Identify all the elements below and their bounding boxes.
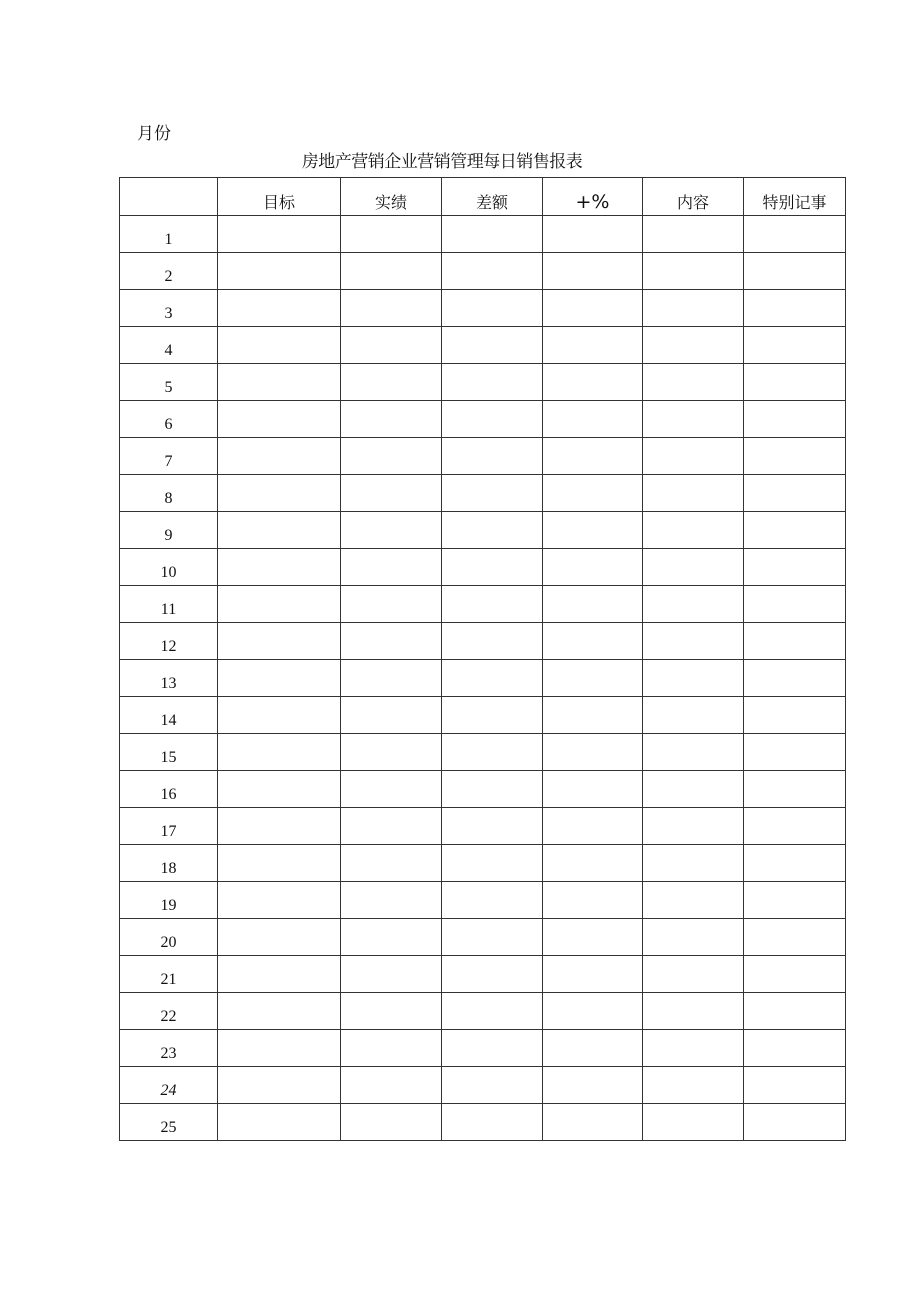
- target-cell[interactable]: [218, 549, 341, 586]
- difference-cell[interactable]: [442, 993, 543, 1030]
- notes-cell[interactable]: [744, 660, 846, 697]
- notes-cell[interactable]: [744, 438, 846, 475]
- actual-cell[interactable]: [341, 993, 442, 1030]
- content-cell[interactable]: [643, 364, 744, 401]
- content-cell[interactable]: [643, 216, 744, 253]
- table-row: [120, 586, 846, 623]
- day-number: 24: [120, 1067, 218, 1104]
- actual-cell[interactable]: [341, 882, 442, 919]
- notes-cell[interactable]: [744, 734, 846, 771]
- table-row: [120, 327, 846, 364]
- percent-cell[interactable]: [543, 327, 643, 364]
- notes-cell[interactable]: [744, 882, 846, 919]
- day-number: 5: [120, 364, 218, 401]
- difference-cell[interactable]: [442, 1104, 543, 1141]
- content-cell[interactable]: [643, 845, 744, 882]
- actual-cell[interactable]: [341, 697, 442, 734]
- percent-cell[interactable]: [543, 364, 643, 401]
- actual-cell[interactable]: [341, 290, 442, 327]
- percent-cell[interactable]: [543, 586, 643, 623]
- notes-cell[interactable]: [744, 253, 846, 290]
- column-header-notes: 特别记事: [744, 178, 846, 216]
- content-cell[interactable]: [643, 660, 744, 697]
- target-cell[interactable]: [218, 475, 341, 512]
- day-number: 2: [120, 253, 218, 290]
- table-row: [120, 1104, 846, 1141]
- difference-cell[interactable]: [442, 1030, 543, 1067]
- actual-cell[interactable]: [341, 734, 442, 771]
- table-row: [120, 956, 846, 993]
- content-cell[interactable]: [643, 253, 744, 290]
- day-number: 17: [120, 808, 218, 845]
- target-cell[interactable]: [218, 623, 341, 660]
- target-cell[interactable]: [218, 734, 341, 771]
- day-number: 10: [120, 549, 218, 586]
- actual-cell[interactable]: [341, 475, 442, 512]
- actual-cell[interactable]: [341, 512, 442, 549]
- target-cell[interactable]: [218, 512, 341, 549]
- day-number: 8: [120, 475, 218, 512]
- day-number: 7: [120, 438, 218, 475]
- table-row: [120, 549, 846, 586]
- difference-cell[interactable]: [442, 586, 543, 623]
- notes-cell[interactable]: [744, 512, 846, 549]
- actual-cell[interactable]: [341, 549, 442, 586]
- table-row: [120, 660, 846, 697]
- table-row: [120, 697, 846, 734]
- notes-cell[interactable]: [744, 771, 846, 808]
- column-header-day: [120, 178, 218, 216]
- target-cell[interactable]: [218, 401, 341, 438]
- percent-cell[interactable]: [543, 290, 643, 327]
- content-cell[interactable]: [643, 512, 744, 549]
- difference-cell[interactable]: [442, 734, 543, 771]
- day-number: 19: [120, 882, 218, 919]
- percent-cell[interactable]: [543, 549, 643, 586]
- target-cell[interactable]: [218, 956, 341, 993]
- difference-cell[interactable]: [442, 401, 543, 438]
- notes-cell[interactable]: [744, 845, 846, 882]
- difference-cell[interactable]: [442, 438, 543, 475]
- content-cell[interactable]: [643, 697, 744, 734]
- notes-cell[interactable]: [744, 475, 846, 512]
- difference-cell[interactable]: [442, 623, 543, 660]
- actual-cell[interactable]: [341, 660, 442, 697]
- content-cell[interactable]: [643, 290, 744, 327]
- target-cell[interactable]: [218, 660, 341, 697]
- target-cell[interactable]: [218, 290, 341, 327]
- target-cell[interactable]: [218, 845, 341, 882]
- table-row: [120, 401, 846, 438]
- actual-cell[interactable]: [341, 845, 442, 882]
- percent-cell[interactable]: [543, 438, 643, 475]
- percent-cell[interactable]: [543, 845, 643, 882]
- table-row: [120, 438, 846, 475]
- day-number: 9: [120, 512, 218, 549]
- percent-cell[interactable]: [543, 734, 643, 771]
- content-cell[interactable]: [643, 734, 744, 771]
- header-row: [120, 178, 846, 216]
- content-cell[interactable]: [643, 475, 744, 512]
- content-cell[interactable]: [643, 401, 744, 438]
- daily-sales-table: [119, 177, 846, 1141]
- table-row: [120, 364, 846, 401]
- notes-cell[interactable]: [744, 1067, 846, 1104]
- day-number: 23: [120, 1030, 218, 1067]
- percent-cell[interactable]: [543, 1104, 643, 1141]
- target-cell[interactable]: [218, 697, 341, 734]
- notes-cell[interactable]: [744, 1104, 846, 1141]
- day-number: 11: [120, 586, 218, 623]
- day-number: 22: [120, 993, 218, 1030]
- target-cell[interactable]: [218, 253, 341, 290]
- notes-cell[interactable]: [744, 919, 846, 956]
- table-row: [120, 475, 846, 512]
- difference-cell[interactable]: [442, 327, 543, 364]
- column-header-percent: +%: [543, 178, 643, 216]
- percent-cell[interactable]: [543, 697, 643, 734]
- target-cell[interactable]: [218, 1104, 341, 1141]
- notes-cell[interactable]: [744, 216, 846, 253]
- actual-cell[interactable]: [341, 216, 442, 253]
- content-cell[interactable]: [643, 623, 744, 660]
- column-header-content: 内容: [643, 178, 744, 216]
- target-cell[interactable]: [218, 919, 341, 956]
- percent-cell[interactable]: [543, 512, 643, 549]
- difference-cell[interactable]: [442, 290, 543, 327]
- percent-cell[interactable]: [543, 882, 643, 919]
- day-number: 3: [120, 290, 218, 327]
- difference-cell[interactable]: [442, 919, 543, 956]
- notes-cell[interactable]: [744, 623, 846, 660]
- difference-cell[interactable]: [442, 549, 543, 586]
- target-cell[interactable]: [218, 438, 341, 475]
- content-cell[interactable]: [643, 882, 744, 919]
- notes-cell[interactable]: [744, 549, 846, 586]
- content-cell[interactable]: [643, 993, 744, 1030]
- day-number: 21: [120, 956, 218, 993]
- day-number: 15: [120, 734, 218, 771]
- actual-cell[interactable]: [341, 1067, 442, 1104]
- difference-cell[interactable]: [442, 808, 543, 845]
- day-number: 18: [120, 845, 218, 882]
- target-cell[interactable]: [218, 1067, 341, 1104]
- percent-cell[interactable]: [543, 956, 643, 993]
- day-number: 12: [120, 623, 218, 660]
- table-row: [120, 734, 846, 771]
- table-row: [120, 808, 846, 845]
- notes-cell[interactable]: [744, 586, 846, 623]
- table-row: [120, 1030, 846, 1067]
- percent-cell[interactable]: [543, 216, 643, 253]
- actual-cell[interactable]: [341, 401, 442, 438]
- report-title: [0, 151, 920, 173]
- table-row: [120, 216, 846, 253]
- table-row: [120, 1067, 846, 1104]
- target-cell[interactable]: [218, 882, 341, 919]
- actual-cell[interactable]: [341, 919, 442, 956]
- difference-cell[interactable]: [442, 253, 543, 290]
- notes-cell[interactable]: [744, 401, 846, 438]
- notes-cell[interactable]: [744, 697, 846, 734]
- table-row: [120, 623, 846, 660]
- content-cell[interactable]: [643, 1067, 744, 1104]
- notes-cell[interactable]: [744, 364, 846, 401]
- difference-cell[interactable]: [442, 216, 543, 253]
- table-row: [120, 512, 846, 549]
- notes-cell[interactable]: [744, 808, 846, 845]
- content-cell[interactable]: [643, 771, 744, 808]
- content-cell[interactable]: [643, 1104, 744, 1141]
- difference-cell[interactable]: [442, 512, 543, 549]
- percent-cell[interactable]: [543, 623, 643, 660]
- content-cell[interactable]: [643, 438, 744, 475]
- day-number: 13: [120, 660, 218, 697]
- notes-cell[interactable]: [744, 1030, 846, 1067]
- content-cell[interactable]: [643, 919, 744, 956]
- table-row: [120, 771, 846, 808]
- actual-cell[interactable]: [341, 808, 442, 845]
- target-cell[interactable]: [218, 364, 341, 401]
- difference-cell[interactable]: [442, 771, 543, 808]
- table-row: [120, 253, 846, 290]
- day-number: 1: [120, 216, 218, 253]
- content-cell[interactable]: [643, 586, 744, 623]
- table-row: [120, 993, 846, 1030]
- report-title-text: 房地产营销企业营销管理每日销售报表: [301, 152, 583, 172]
- table-row: [120, 290, 846, 327]
- percent-cell[interactable]: [543, 993, 643, 1030]
- target-cell[interactable]: [218, 327, 341, 364]
- difference-cell[interactable]: [442, 882, 543, 919]
- percent-cell[interactable]: [543, 808, 643, 845]
- actual-cell[interactable]: [341, 1030, 442, 1067]
- target-cell[interactable]: [218, 586, 341, 623]
- table-body: [120, 216, 846, 1141]
- actual-cell[interactable]: [341, 956, 442, 993]
- content-cell[interactable]: [643, 327, 744, 364]
- month-label: 月份: [137, 124, 171, 144]
- table-row: [120, 919, 846, 956]
- percent-cell[interactable]: [543, 660, 643, 697]
- table-row: [120, 882, 846, 919]
- target-cell[interactable]: [218, 1030, 341, 1067]
- content-cell[interactable]: [643, 1030, 744, 1067]
- percent-cell[interactable]: [543, 475, 643, 512]
- difference-cell[interactable]: [442, 845, 543, 882]
- difference-cell[interactable]: [442, 956, 543, 993]
- day-number: 14: [120, 697, 218, 734]
- day-number: 6: [120, 401, 218, 438]
- target-cell[interactable]: [218, 808, 341, 845]
- day-number: 25: [120, 1104, 218, 1141]
- column-header-actual: 实绩: [341, 178, 442, 216]
- notes-cell[interactable]: [744, 993, 846, 1030]
- actual-cell[interactable]: [341, 364, 442, 401]
- content-cell[interactable]: [643, 956, 744, 993]
- content-cell[interactable]: [643, 808, 744, 845]
- percent-cell[interactable]: [543, 1067, 643, 1104]
- notes-cell[interactable]: [744, 327, 846, 364]
- difference-cell[interactable]: [442, 1067, 543, 1104]
- actual-cell[interactable]: [341, 771, 442, 808]
- percent-cell[interactable]: [543, 253, 643, 290]
- difference-cell[interactable]: [442, 364, 543, 401]
- notes-cell[interactable]: [744, 290, 846, 327]
- difference-cell[interactable]: [442, 697, 543, 734]
- column-header-target: 目标: [218, 178, 341, 216]
- actual-cell[interactable]: [341, 623, 442, 660]
- actual-cell[interactable]: [341, 586, 442, 623]
- day-number: 20: [120, 919, 218, 956]
- notes-cell[interactable]: [744, 956, 846, 993]
- target-cell[interactable]: [218, 993, 341, 1030]
- column-header-difference: 差额: [442, 178, 543, 216]
- percent-cell[interactable]: [543, 919, 643, 956]
- difference-cell[interactable]: [442, 475, 543, 512]
- actual-cell[interactable]: [341, 438, 442, 475]
- target-cell[interactable]: [218, 771, 341, 808]
- actual-cell[interactable]: [341, 253, 442, 290]
- day-number: 16: [120, 771, 218, 808]
- actual-cell[interactable]: [341, 327, 442, 364]
- percent-cell[interactable]: [543, 401, 643, 438]
- table-row: [120, 845, 846, 882]
- difference-cell[interactable]: [442, 660, 543, 697]
- day-number: 4: [120, 327, 218, 364]
- content-cell[interactable]: [643, 549, 744, 586]
- percent-cell[interactable]: [543, 1030, 643, 1067]
- actual-cell[interactable]: [341, 1104, 442, 1141]
- target-cell[interactable]: [218, 216, 341, 253]
- percent-cell[interactable]: [543, 771, 643, 808]
